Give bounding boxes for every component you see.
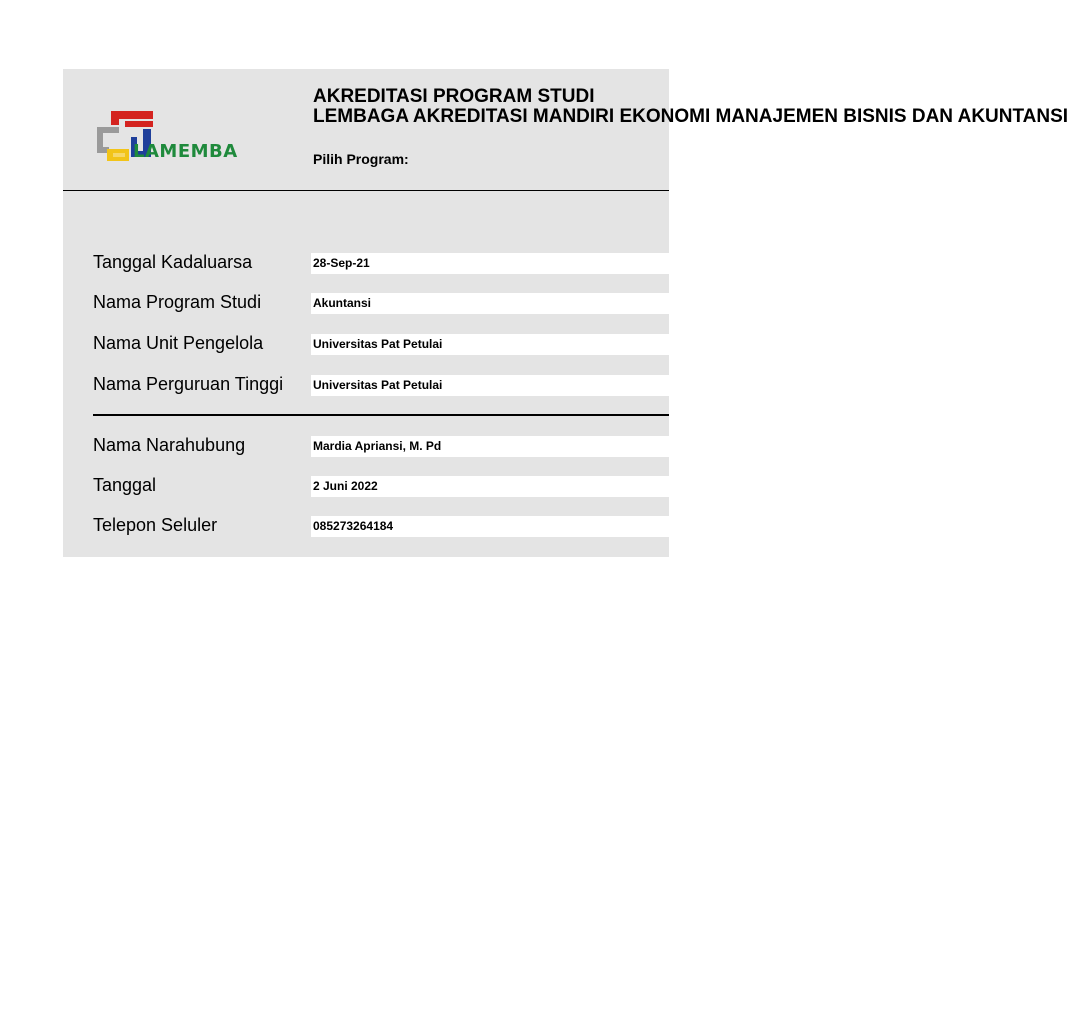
field-label: Tanggal Kadaluarsa	[93, 252, 253, 272]
page-title	[313, 87, 1068, 127]
form-sheet	[63, 69, 1068, 557]
field-row-tanggal-kadaluarsa	[63, 250, 669, 290]
lamemba-logo	[95, 109, 275, 165]
telepon-seluler-field[interactable]	[311, 516, 669, 537]
field-row-nama-unit-pengelola	[63, 331, 669, 371]
field-value: Mardia Apriansi, M. Pd	[313, 439, 442, 453]
field-label: Telepon Seluler	[93, 515, 218, 535]
field-label: Tanggal	[93, 475, 157, 495]
field-value: 28-Sep-21	[313, 256, 370, 270]
field-value: 2 Juni 2022	[313, 479, 378, 493]
logo-wordmark: LAMEMBA	[133, 141, 238, 162]
title-line-2: LEMBAGA AKREDITASI MANDIRI EKONOMI MANAJEMEN BISNIS DAN AKUNTANSI	[313, 106, 1068, 127]
title-line-1: AKREDITASI PROGRAM STUDI	[313, 86, 595, 107]
field-value: 085273264184	[313, 519, 394, 533]
field-row-tanggal	[63, 473, 669, 513]
pilih-program-label: Pilih Program:	[313, 151, 409, 167]
header-divider	[63, 190, 669, 191]
field-value: Akuntansi	[313, 296, 372, 310]
section-divider	[93, 414, 669, 416]
field-label: Nama Program Studi	[93, 292, 262, 312]
nama-unit-pengelola-field[interactable]	[311, 334, 669, 355]
tanggal-kadaluarsa-field[interactable]	[311, 253, 669, 274]
field-row-nama-narahubung	[63, 433, 669, 473]
field-row-nama-perguruan-tinggi	[63, 372, 669, 412]
field-row-telepon-seluler	[63, 513, 669, 553]
field-row-nama-program-studi	[63, 290, 669, 330]
field-value: Universitas Pat Petulai	[313, 337, 443, 351]
field-label: Nama Narahubung	[93, 435, 246, 455]
nama-perguruan-tinggi-field[interactable]	[311, 375, 669, 396]
nama-program-studi-field[interactable]	[311, 293, 669, 314]
nama-narahubung-field[interactable]	[311, 436, 669, 457]
field-label: Nama Perguruan Tinggi	[93, 374, 284, 394]
field-label: Nama Unit Pengelola	[93, 333, 264, 353]
field-value: Universitas Pat Petulai	[313, 378, 443, 392]
tanggal-field[interactable]	[311, 476, 669, 497]
